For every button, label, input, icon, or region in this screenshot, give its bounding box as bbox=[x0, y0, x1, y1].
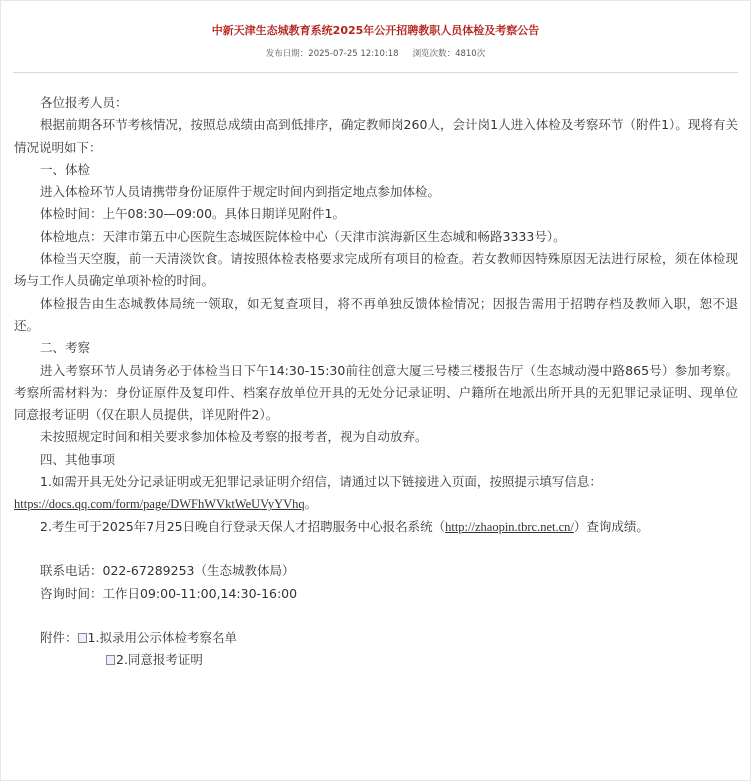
score-query-text: 2.考生可于2025年7月25日晚自行登录天保人才招聘服务中心报名系统（ bbox=[40, 518, 446, 534]
other-item-2 bbox=[14, 516, 738, 538]
views-label: 浏览次数： bbox=[412, 49, 456, 59]
publish-label: 发布日期： bbox=[265, 49, 309, 59]
attachment-2 bbox=[14, 649, 738, 671]
file-icon bbox=[106, 655, 115, 665]
form-link-tail: 。 bbox=[304, 496, 318, 512]
page-title: 中新天津生态城教育系统2025年公开招聘教职人员体检及考察公告 bbox=[211, 24, 540, 37]
contact-phone: 联系电话：022-67289253（生态城教体局） bbox=[40, 563, 295, 579]
exam-paragraph-1: 进入体检环节人员请携带身份证原件于规定时间内到指定地点参加体检。 bbox=[40, 184, 441, 200]
attachment-2-link[interactable]: 2.同意报考证明 bbox=[116, 652, 203, 668]
views-count: 4810次 bbox=[455, 49, 486, 59]
score-query-link[interactable]: http://zhaopin.tbrc.net.cn/ bbox=[445, 519, 574, 534]
exam-report: 体检报告由生态城教体局统一领取，如无复查项目，将不再单独反馈体检情况；因报告需用于招聘存档及教师入职，恕不退还。 bbox=[14, 295, 738, 333]
exam-location: 体检地点：天津市第五中心医院生态城医院体检中心（天津市滨海新区生态城和畅路3333号）。 bbox=[40, 228, 566, 244]
article-body bbox=[14, 92, 738, 672]
exam-time: 体检时间：上午08:30—09:00。具体日期详见附件1。 bbox=[40, 206, 345, 222]
attachment-1-link[interactable]: 1.拟录用公示体检考察名单 bbox=[87, 630, 237, 646]
exam-notice: 体检当天空腹，前一天清淡饮食。请按照体检表格要求完成所有项目的检查。若女教师因特殊原因无法进行尿检，须在体检现场与工作人员确定单项补检的时间。 bbox=[14, 251, 738, 289]
section-review-title: 二、考察 bbox=[40, 340, 91, 356]
title-divider bbox=[13, 72, 738, 73]
contact-hours: 咨询时间：工作日09:00-11:00,14:30-16:00 bbox=[40, 585, 298, 601]
section-exam-title: 一、体检 bbox=[40, 161, 91, 177]
review-forfeit: 未按照规定时间和相关要求参加体检及考察的报考者，视为自动放弃。 bbox=[40, 429, 428, 445]
review-paragraph: 进入考察环节人员请务必于体检当日下午14:30-15:30前往创意大厦三号楼三楼报告厅（生态城动漫中路865号）参加考察。考察所需材料为：身份证原件及复印件、档案存放单位开具的无处分记录证明、户籍所在地派出所开具的无犯罪记录证明、现单位同意报考证明（仅在职人员提供，详见附件2）。 bbox=[14, 362, 738, 423]
file-icon bbox=[78, 633, 87, 643]
other-link-line bbox=[14, 493, 738, 515]
form-link[interactable]: https://docs.qq.com/form/page/DWFhWVktWeUVyYVhq bbox=[14, 497, 305, 512]
score-query-tail: ）查询成绩。 bbox=[573, 518, 649, 534]
publish-date: 2025-07-25 12:10:18 bbox=[308, 49, 399, 59]
section-other-title: 四、其他事项 bbox=[40, 451, 116, 467]
other-item-1: 1.如需开具无处分记录证明或无犯罪记录证明介绍信，请通过以下链接进入页面，按照提示填写信息： bbox=[40, 474, 602, 490]
attachment-1 bbox=[14, 627, 738, 649]
greeting: 各位报考人员： bbox=[40, 95, 128, 110]
meta-line bbox=[0, 47, 751, 59]
intro-paragraph: 根据前期各环节考核情况，按照总成绩由高到低排序，确定教师岗260人，会计岗1人进入体检及考察环节（附件1）。现将有关情况说明如下： bbox=[14, 117, 738, 155]
attachment-label: 附件： bbox=[40, 630, 78, 646]
